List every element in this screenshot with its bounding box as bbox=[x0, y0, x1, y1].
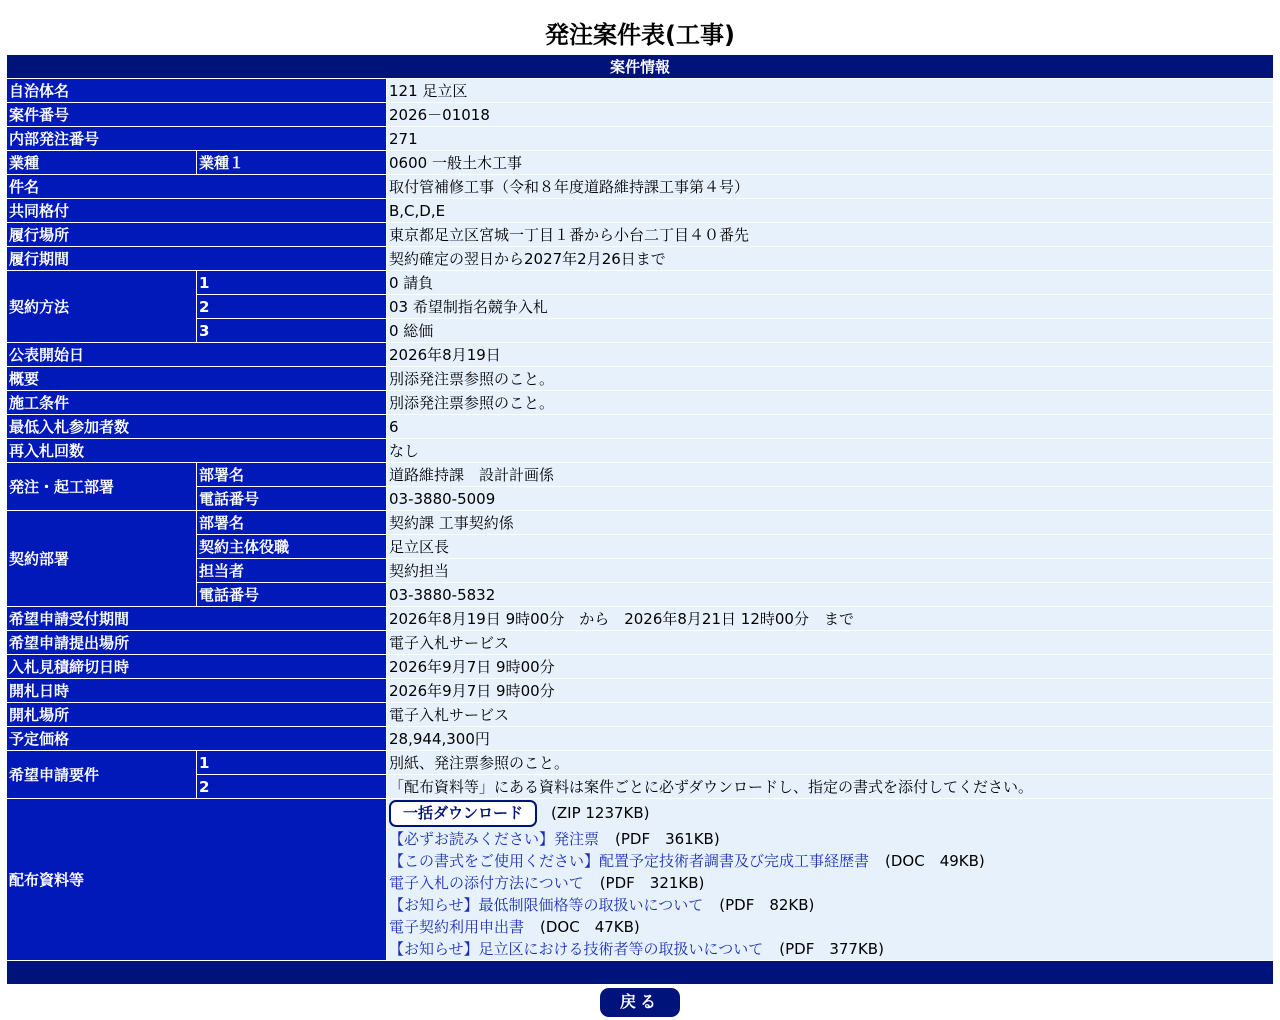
opening-datetime-label: 開札日時 bbox=[7, 679, 386, 702]
row-ordering-dept-1 bbox=[7, 463, 1273, 486]
municipality-label: 自治体名 bbox=[7, 79, 386, 102]
subject-label: 件名 bbox=[7, 175, 386, 198]
planned-price-value: 28,944,300円 bbox=[387, 727, 1273, 750]
contract-method-sub-2: 2 bbox=[197, 295, 386, 318]
publish-date-value: 2026年8月19日 bbox=[387, 343, 1273, 366]
application-req-sub-2: 2 bbox=[197, 775, 386, 798]
row-overview bbox=[7, 367, 1273, 390]
row-distribution bbox=[7, 799, 1273, 960]
doc-meta: (PDF 377KB) bbox=[779, 940, 884, 958]
row-industry bbox=[7, 151, 1273, 174]
contract-dept-value-4: 03-3880-5832 bbox=[387, 583, 1273, 606]
doc-meta: (DOC 49KB) bbox=[885, 852, 985, 870]
row-period bbox=[7, 247, 1273, 270]
rebid-value: なし bbox=[387, 439, 1273, 462]
doc-item bbox=[389, 872, 1271, 894]
row-application-req-1 bbox=[7, 751, 1273, 774]
row-application-req-2 bbox=[7, 775, 1273, 798]
contract-dept-value-2: 足立区長 bbox=[387, 535, 1273, 558]
contract-method-sub-1: 1 bbox=[197, 271, 386, 294]
application-place-value: 電子入札サービス bbox=[387, 631, 1273, 654]
application-req-value-2: 「配布資料等」にある資料は案件ごとに必ずダウンロードし、指定の書式を添付してください。 bbox=[387, 775, 1273, 798]
section-title: 案件情報 bbox=[7, 55, 1273, 78]
row-contract-method-2 bbox=[7, 295, 1273, 318]
publish-date-label: 公表開始日 bbox=[7, 343, 386, 366]
ordering-dept-value-2: 03-3880-5009 bbox=[387, 487, 1273, 510]
industry-sub-label: 業種１ bbox=[197, 151, 386, 174]
bid-deadline-value: 2026年9月7日 9時00分 bbox=[387, 655, 1273, 678]
row-internal-no bbox=[7, 127, 1273, 150]
distribution-cell bbox=[387, 799, 1273, 960]
distribution-label: 配布資料等 bbox=[7, 799, 386, 960]
doc-item bbox=[389, 828, 1271, 850]
case-info-table bbox=[6, 54, 1274, 985]
min-bidders-label: 最低入札参加者数 bbox=[7, 415, 386, 438]
bulk-download-button[interactable]: 一括ダウンロード bbox=[389, 800, 537, 827]
application-req-value-1: 別紙、発注票参照のこと。 bbox=[387, 751, 1273, 774]
row-location bbox=[7, 223, 1273, 246]
case-no-value: 2026－01018 bbox=[387, 103, 1273, 126]
page-title: 発注案件表(工事) bbox=[545, 21, 735, 49]
row-publish-date bbox=[7, 343, 1273, 366]
contract-method-value-1: 0 請負 bbox=[387, 271, 1273, 294]
contract-dept-value-1: 契約課 工事契約係 bbox=[387, 511, 1273, 534]
row-contract-dept-3 bbox=[7, 559, 1273, 582]
row-ordering-dept-2 bbox=[7, 487, 1273, 510]
application-period-value: 2026年8月19日 9時00分 から 2026年8月21日 12時00分 まで bbox=[387, 607, 1273, 630]
opening-datetime-value: 2026年9月7日 9時00分 bbox=[387, 679, 1273, 702]
doc-item bbox=[389, 894, 1271, 916]
row-opening-place bbox=[7, 703, 1273, 726]
ordering-dept-label: 発注・起工部署 bbox=[7, 463, 196, 510]
rebid-label: 再入札回数 bbox=[7, 439, 386, 462]
min-bidders-value: 6 bbox=[387, 415, 1273, 438]
doc-meta: (PDF 321KB) bbox=[599, 874, 705, 892]
bid-deadline-label: 入札見積締切日時 bbox=[7, 655, 386, 678]
row-planned-price bbox=[7, 727, 1273, 750]
joint-rank-value: B,C,D,E bbox=[387, 199, 1273, 222]
conditions-value: 別添発注票参照のこと。 bbox=[387, 391, 1273, 414]
row-application-place bbox=[7, 631, 1273, 654]
conditions-label: 施工条件 bbox=[7, 391, 386, 414]
bulk-download-size: (ZIP 1237KB) bbox=[551, 804, 650, 822]
row-contract-dept-2 bbox=[7, 535, 1273, 558]
ordering-dept-sub-1: 部署名 bbox=[197, 463, 386, 486]
row-rebid bbox=[7, 439, 1273, 462]
doc-link[interactable]: 【お知らせ】最低制限価格等の取扱いについて bbox=[389, 896, 704, 914]
contract-method-value-3: 0 総価 bbox=[387, 319, 1273, 342]
row-joint-rank bbox=[7, 199, 1273, 222]
row-bid-deadline bbox=[7, 655, 1273, 678]
planned-price-label: 予定価格 bbox=[7, 727, 386, 750]
case-no-label: 案件番号 bbox=[7, 103, 386, 126]
doc-meta: (DOC 47KB) bbox=[540, 918, 640, 936]
ordering-dept-value-1: 道路維持課 設計計画係 bbox=[387, 463, 1273, 486]
overview-value: 別添発注票参照のこと。 bbox=[387, 367, 1273, 390]
contract-dept-sub-3: 担当者 bbox=[197, 559, 386, 582]
doc-item bbox=[389, 850, 1271, 872]
application-req-sub-1: 1 bbox=[197, 751, 386, 774]
row-municipality bbox=[7, 79, 1273, 102]
contract-dept-sub-2: 契約主体役職 bbox=[197, 535, 386, 558]
doc-item bbox=[389, 916, 1271, 938]
row-conditions bbox=[7, 391, 1273, 414]
location-label: 履行場所 bbox=[7, 223, 386, 246]
row-min-bidders bbox=[7, 415, 1273, 438]
back-button[interactable]: 戻る bbox=[600, 988, 680, 1017]
doc-link[interactable]: 電子契約利用申出書 bbox=[389, 918, 525, 936]
application-place-label: 希望申請提出場所 bbox=[7, 631, 386, 654]
row-contract-dept-4 bbox=[7, 583, 1273, 606]
row-contract-dept-1 bbox=[7, 511, 1273, 534]
period-label: 履行期間 bbox=[7, 247, 386, 270]
row-case-no bbox=[7, 103, 1273, 126]
bulk-download-line bbox=[389, 799, 1271, 828]
doc-link[interactable]: 【必ずお読みください】発注票 bbox=[389, 830, 600, 848]
contract-dept-label: 契約部署 bbox=[7, 511, 196, 606]
row-subject bbox=[7, 175, 1273, 198]
subject-value: 取付管補修工事（令和８年度道路維持課工事第４号） bbox=[387, 175, 1273, 198]
row-opening-datetime bbox=[7, 679, 1273, 702]
row-application-period bbox=[7, 607, 1273, 630]
contract-method-sub-3: 3 bbox=[197, 319, 386, 342]
contract-dept-sub-1: 部署名 bbox=[197, 511, 386, 534]
doc-link[interactable]: 【お知らせ】足立区における技術者等の取扱いについて bbox=[389, 940, 764, 958]
contract-dept-sub-4: 電話番号 bbox=[197, 583, 386, 606]
overview-label: 概要 bbox=[7, 367, 386, 390]
application-req-label: 希望申請要件 bbox=[7, 751, 196, 798]
doc-meta: (PDF 82KB) bbox=[719, 896, 815, 914]
doc-meta: (PDF 361KB) bbox=[615, 830, 720, 848]
opening-place-label: 開札場所 bbox=[7, 703, 386, 726]
joint-rank-label: 共同格付 bbox=[7, 199, 386, 222]
period-value: 契約確定の翌日から2027年2月26日まで bbox=[387, 247, 1273, 270]
location-value: 東京都足立区宮城一丁目１番から小台二丁目４０番先 bbox=[387, 223, 1273, 246]
contract-dept-value-3: 契約担当 bbox=[387, 559, 1273, 582]
industry-label: 業種 bbox=[7, 151, 196, 174]
doc-item bbox=[389, 938, 1271, 960]
application-period-label: 希望申請受付期間 bbox=[7, 607, 386, 630]
contract-method-label: 契約方法 bbox=[7, 271, 196, 342]
ordering-dept-sub-2: 電話番号 bbox=[197, 487, 386, 510]
municipality-value: 121 足立区 bbox=[387, 79, 1273, 102]
doc-link[interactable]: 電子入札の添付方法について bbox=[389, 874, 584, 892]
internal-no-value: 271 bbox=[387, 127, 1273, 150]
contract-method-value-2: 03 希望制指名競争入札 bbox=[387, 295, 1273, 318]
opening-place-value: 電子入札サービス bbox=[387, 703, 1273, 726]
row-contract-method-1 bbox=[7, 271, 1273, 294]
internal-no-label: 内部発注番号 bbox=[7, 127, 386, 150]
row-contract-method-3 bbox=[7, 319, 1273, 342]
doc-link[interactable]: 【この書式をご使用ください】配置予定技術者調書及び完成工事経歴書 bbox=[389, 852, 870, 870]
industry-value: 0600 一般土木工事 bbox=[387, 151, 1273, 174]
table-footer-bar bbox=[7, 961, 1273, 984]
